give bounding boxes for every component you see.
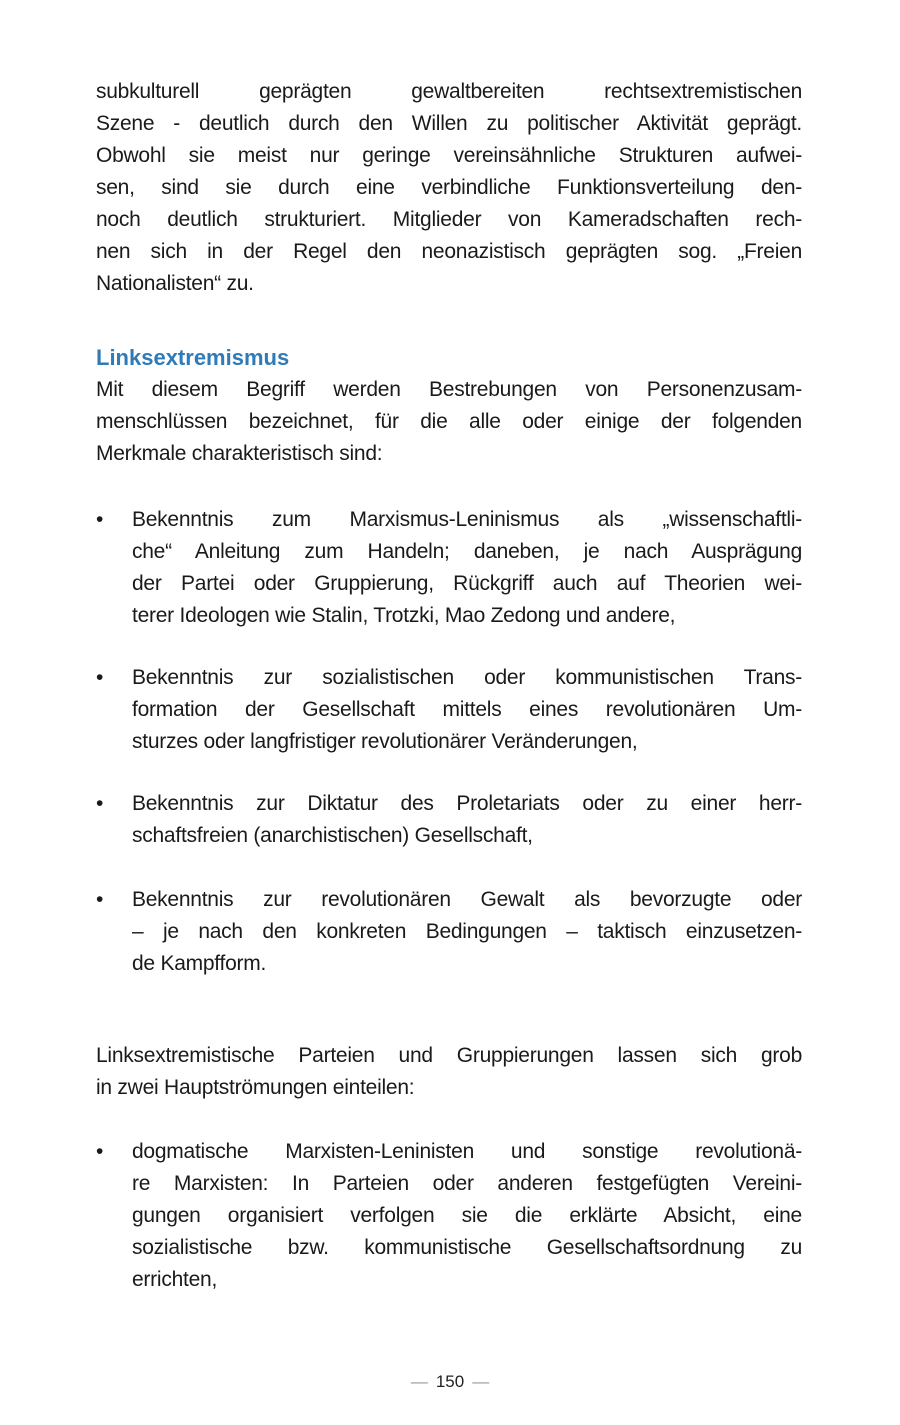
text-line: Mit diesem Begriff werden Bestrebungen von Personenzusam-	[96, 378, 802, 401]
text-line: sozialistische bzw. kommunistische Gesellschaftsordnung zu	[132, 1236, 802, 1259]
text-line: schaftsfreien (anarchistischen) Gesellschaft,	[132, 824, 533, 847]
page-number-dash: —	[410, 1372, 428, 1391]
paragraph	[96, 374, 802, 470]
paragraph	[96, 76, 802, 300]
text-line: gungen organisiert verfolgen sie die erklärte Absicht, eine	[132, 1204, 802, 1227]
bullet-icon: •	[96, 888, 104, 911]
text-line: der Partei oder Gruppierung, Rückgriff auch auf Theorien wei-	[132, 572, 802, 595]
bullet-icon: •	[96, 508, 104, 531]
text-line: Linksextremistische Parteien und Gruppierungen lassen sich grob	[96, 1044, 802, 1067]
bullet-icon: •	[96, 1140, 104, 1163]
text-line: sturzes oder langfristiger revolutionärer Veränderungen,	[132, 730, 638, 753]
text-line: Bekenntnis zur revolutionären Gewalt als bevorzugte oder	[132, 888, 802, 911]
bullet-item	[96, 884, 802, 980]
bullet-item	[96, 662, 802, 758]
text-line: nen sich in der Regel den neonazistisch geprägten sog. „Freien	[96, 240, 802, 263]
text-line: re Marxisten: In Parteien oder anderen festgefügten Vereini-	[132, 1172, 802, 1195]
text-line: menschlüssen bezeichnet, für die alle oder einige der folgenden	[96, 410, 802, 433]
text-line: dogmatische Marxisten-Leninisten und sonstige revolutionä-	[132, 1140, 802, 1163]
text-line: formation der Gesellschaft mittels eines revolutionären Um-	[132, 698, 802, 721]
text-line: in zwei Hauptströmungen einteilen:	[96, 1076, 415, 1099]
page-number-value: 150	[435, 1372, 465, 1391]
text-line: Bekenntnis zur sozialistischen oder kommunistischen Trans-	[132, 666, 802, 689]
section-heading: Linksextremismus	[96, 345, 290, 370]
text-line: Szene - deutlich durch den Willen zu politischer Aktivität geprägt.	[96, 112, 802, 135]
text-line: de Kampfform.	[132, 952, 267, 975]
bullet-item	[96, 788, 802, 852]
bullet-icon: •	[96, 792, 104, 815]
page-number	[0, 1372, 900, 1392]
text-line: Nationalisten“ zu.	[96, 272, 254, 295]
bullet-item	[96, 504, 802, 632]
text-line: Obwohl sie meist nur geringe vereinsähnliche Strukturen aufwei-	[96, 144, 802, 167]
text-line: subkulturell geprägten gewaltbereiten rechtsextremistischen	[96, 80, 802, 103]
paragraph	[96, 1040, 802, 1104]
bullet-item	[96, 1136, 802, 1296]
text-line: terer Ideologen wie Stalin, Trotzki, Mao Zedong und andere,	[132, 604, 676, 627]
text-line: noch deutlich strukturiert. Mitglieder von Kameradschaften rech-	[96, 208, 802, 231]
page-number-dash: —	[472, 1372, 490, 1391]
text-line: che“ Anleitung zum Handeln; daneben, je nach Ausprägung	[132, 540, 802, 563]
text-line: errichten,	[132, 1268, 218, 1291]
text-line: Bekenntnis zum Marxismus-Leninismus als „wissenschaftli-	[132, 508, 802, 531]
text-line: – je nach den konkreten Bedingungen – taktisch einzusetzen-	[132, 920, 802, 943]
text-line: sen, sind sie durch eine verbindliche Funktionsverteilung den-	[96, 176, 802, 199]
text-line: Bekenntnis zur Diktatur des Proletariats oder zu einer herr-	[132, 792, 802, 815]
text-line: Merkmale charakteristisch sind:	[96, 442, 383, 465]
bullet-icon: •	[96, 666, 104, 689]
